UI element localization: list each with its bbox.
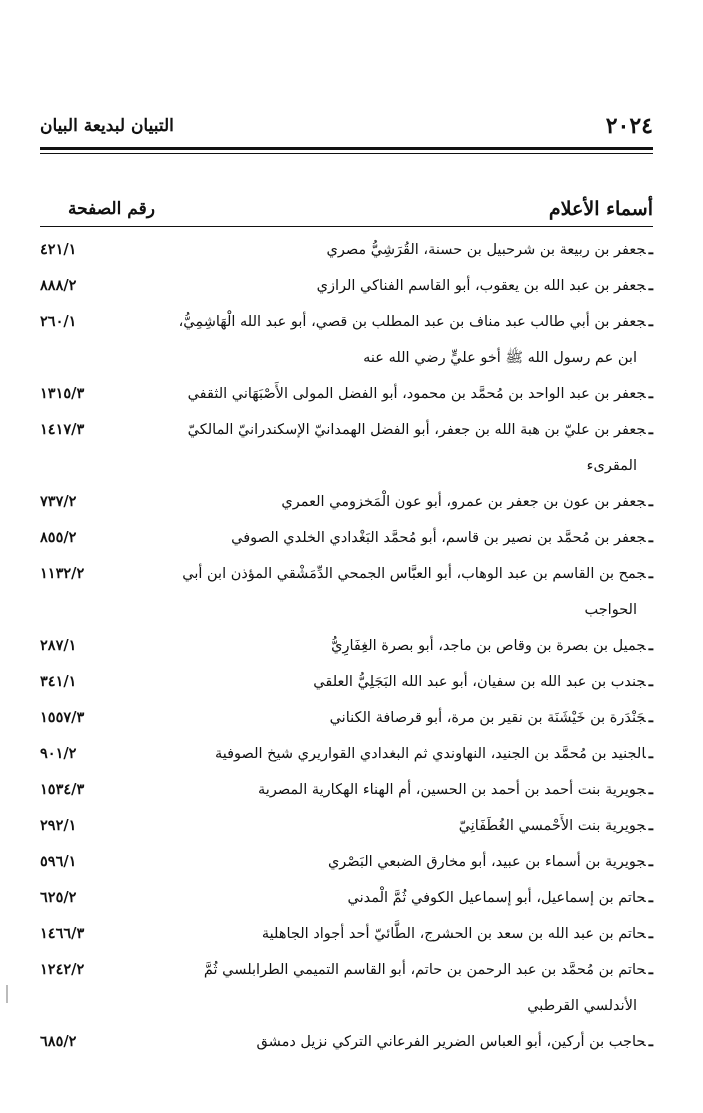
index-entry xyxy=(40,520,653,556)
index-entry xyxy=(40,268,653,304)
entry-name: جمح بن القاسم بن عبد الوهاب، أبو العبَّاس الجمحي الدِّمَشْقي المؤذن ابن أبي xyxy=(182,566,646,582)
entry-page-ref: ١٥٣٤/٣ xyxy=(40,781,85,798)
entry-continuation: ابن عم رسول الله ﷺ أخو عليٍّ رضي الله عنه xyxy=(363,350,637,366)
entry-page-ref: ٣٤١/١ xyxy=(40,673,77,690)
index-entry xyxy=(40,700,653,736)
entry-dash: ـ xyxy=(648,493,653,510)
entry-dash: ـ xyxy=(648,961,653,978)
index-entry xyxy=(40,232,653,268)
entry-page-ref: ٩٠١/٢ xyxy=(40,745,77,762)
entry-continuation: المقرىء xyxy=(586,458,637,474)
entry-dash: ـ xyxy=(648,673,653,690)
index-entries xyxy=(40,232,653,1113)
entry-name: جويرية بنت الأَحْمسي الغُطَفَانِيّ xyxy=(458,818,646,834)
header-rule-thick xyxy=(40,147,653,150)
entry-dash: ـ xyxy=(648,1033,653,1050)
index-entry xyxy=(40,1024,653,1060)
entry-name: جعفر بن مُحمَّد بن نصير بن قاسم، أبو مُحمَّد البَغْدادي الخلدي الصوفي xyxy=(231,530,646,546)
index-entry xyxy=(40,304,653,376)
entry-continuation: الحواجب xyxy=(584,602,637,618)
index-entry xyxy=(40,844,653,880)
entry-dash: ـ xyxy=(648,817,653,834)
running-head xyxy=(40,108,653,144)
index-entry xyxy=(40,772,653,808)
entry-name: جويرية بنت أحمد بن أحمد بن الحسين، أم الهناء الهكارية المصرية xyxy=(258,782,646,798)
entry-dash: ـ xyxy=(648,781,653,798)
index-entry xyxy=(40,736,653,772)
index-entry xyxy=(40,628,653,664)
entry-name: الجنيد بن مُحمَّد بن الجنيد، النهاوندي ثم البغدادي القواريري شيخ الصوفية xyxy=(214,746,646,762)
entry-page-ref: ٢٩٢/١ xyxy=(40,817,77,834)
entry-name: جعفر بن عبد الواحد بن مُحمَّد بن محمود، أبو الفضل المولى الأَصْبَهَاني الثقفي xyxy=(187,386,646,402)
entry-page-ref: ٨٨٨/٢ xyxy=(40,277,77,294)
entry-name: جعفر بن أبي طالب عبد مناف بن عبد المطلب بن قصي، أبو عبد الله الْهَاشِمِيُّ، xyxy=(178,314,646,330)
entry-page-ref: ٢٨٧/١ xyxy=(40,637,77,654)
entry-name: حاتم بن عبد الله بن سعد بن الحشرج، الطَّائيّ أحد أجواد الجاهلية xyxy=(261,926,646,942)
index-entry xyxy=(40,376,653,412)
entry-page-ref: ١٢٤٢/٢ xyxy=(40,961,85,978)
entry-page-ref: ١٣١٥/٣ xyxy=(40,385,85,402)
entry-dash: ـ xyxy=(648,565,653,582)
entry-page-ref: ٤٢١/١ xyxy=(40,241,77,258)
index-entry xyxy=(40,484,653,520)
column-headings xyxy=(40,192,653,227)
entry-name: جويرية بن أسماء بن عبيد، أبو مخارق الضبعي البَصْري xyxy=(327,854,646,870)
index-entry xyxy=(40,664,653,700)
entry-page-ref: ٢٦٠/١ xyxy=(40,313,77,330)
entry-name: جعفر بن ربيعة بن شرحبيل بن حسنة، القُرَشِيُّ مصري xyxy=(326,242,646,258)
entry-name: جعفر بن عون بن جعفر بن عمرو، أبو عون الْمَخزومي العمري xyxy=(281,494,646,510)
entry-name: حاجب بن أركين، أبو العباس الضرير الفرعاني التركي نزيل دمشق xyxy=(256,1034,646,1050)
index-entry xyxy=(40,808,653,844)
index-entry xyxy=(40,412,653,484)
entry-dash: ـ xyxy=(648,637,653,654)
entry-name: جندب بن عبد الله بن سفيان، أبو عبد الله البَجَلِيُّ العلقي xyxy=(313,674,646,690)
entry-dash: ـ xyxy=(648,529,653,546)
scan-edge-mark xyxy=(6,985,8,1003)
entry-dash: ـ xyxy=(648,925,653,942)
names-heading: أسماء الأعلام xyxy=(548,198,653,220)
index-entry xyxy=(40,916,653,952)
entry-dash: ـ xyxy=(648,853,653,870)
entry-page-ref: ٥٩٦/١ xyxy=(40,853,77,870)
page-ref-heading: رقم الصفحة xyxy=(68,199,155,219)
entry-page-ref: ١٤٦٦/٣ xyxy=(40,925,85,942)
entry-page-ref: ٦٨٥/٢ xyxy=(40,1033,77,1050)
entry-page-ref: ٨٥٥/٢ xyxy=(40,529,77,546)
index-entry xyxy=(40,880,653,916)
page-number: ٢٠٢٤ xyxy=(605,113,653,139)
entry-dash: ـ xyxy=(648,421,653,438)
entry-page-ref: ١٤١٧/٣ xyxy=(40,421,85,438)
entry-name: جميل بن بصرة بن وقاص بن ماجد، أبو بصرة الغِفَارِيُّ xyxy=(331,638,646,654)
entry-dash: ـ xyxy=(648,385,653,402)
entry-page-ref: ١٥٥٧/٣ xyxy=(40,709,85,726)
entry-dash: ـ xyxy=(648,745,653,762)
entry-name: جعفر بن عبد الله بن يعقوب، أبو القاسم الفناكي الرازي xyxy=(316,278,646,294)
entry-page-ref: ٧٣٧/٢ xyxy=(40,493,77,510)
entry-name: جَنْدَرة بن خَيْشَنَة بن نقير بن مرة، أبو قرصافة الكناني xyxy=(329,710,646,726)
entry-continuation: الأندلسي القرطبي xyxy=(527,998,637,1014)
entry-dash: ـ xyxy=(648,889,653,906)
book-title: التبيان لبديعة البيان xyxy=(40,116,174,136)
entry-dash: ـ xyxy=(648,241,653,258)
index-entry xyxy=(40,952,653,1024)
entry-dash: ـ xyxy=(648,277,653,294)
entry-name: حاتم بن إسماعيل، أبو إسماعيل الكوفي ثُمَّ الْمدني xyxy=(347,890,646,906)
entry-dash: ـ xyxy=(648,313,653,330)
entry-page-ref: ١١٣٢/٢ xyxy=(40,565,85,582)
header-rule-thin xyxy=(40,153,653,154)
entry-page-ref: ٦٢٥/٢ xyxy=(40,889,77,906)
index-entry xyxy=(40,556,653,628)
entry-name: حاتم بن مُحمَّد بن عبد الرحمن بن حاتم، أبو القاسم التميمي الطرابلسي ثُمَّ xyxy=(203,962,646,978)
entry-name: جعفر بن عليّ بن هبة الله بن جعفر، أبو الفضل الهمدانيّ الإسكندرانيّ المالكيّ xyxy=(187,422,646,438)
entry-dash: ـ xyxy=(648,709,653,726)
